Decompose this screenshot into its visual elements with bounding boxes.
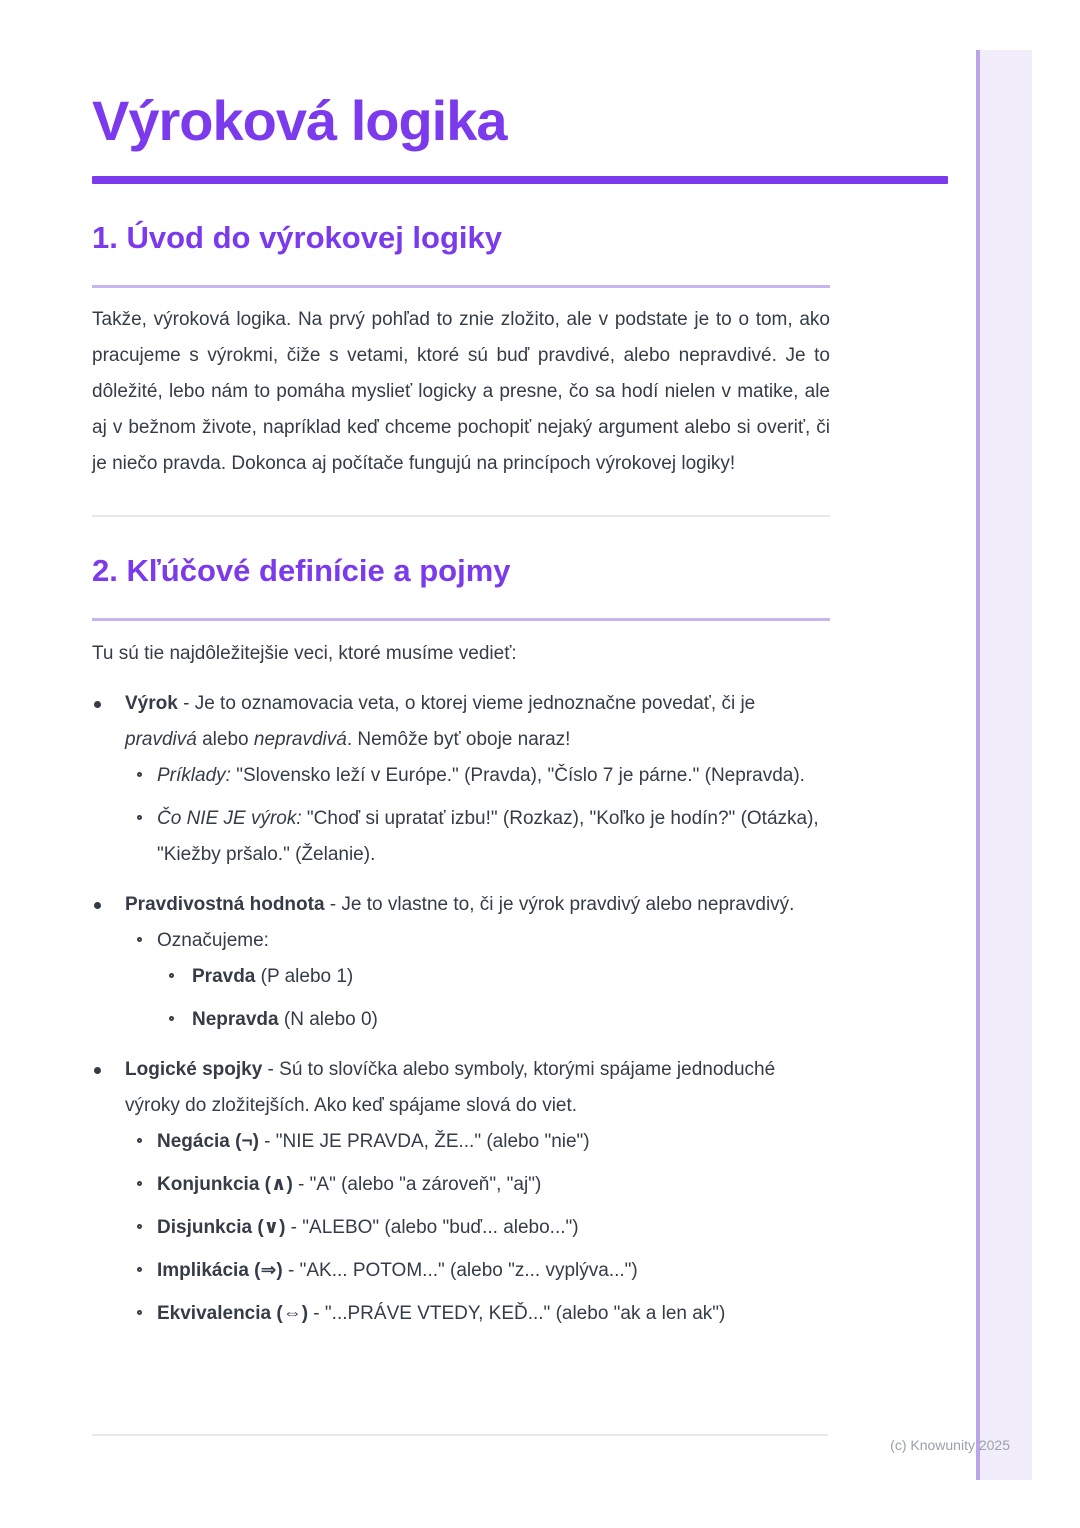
- bullet-circle-icon: [137, 815, 142, 820]
- footer-divider: [92, 1434, 828, 1436]
- bullet-circle-icon: [169, 1016, 174, 1021]
- bullet-circle-icon: [137, 772, 142, 777]
- list-item-pravdivostna-hodnota: [92, 887, 830, 1038]
- section-uvod: [92, 218, 830, 482]
- bullet-disc-icon: [94, 902, 101, 909]
- bullet-circle-icon: [169, 973, 174, 978]
- list-item-pravda: [157, 959, 830, 995]
- section-1-underline: [92, 285, 830, 288]
- sublist-hodnota: [125, 923, 830, 1038]
- bullet-circle-icon: [137, 1138, 142, 1143]
- section-2-underline: [92, 618, 830, 621]
- list-item-text: Nepravda (N alebo 0): [192, 1009, 378, 1030]
- list-item-disjunkcia: [125, 1210, 830, 1246]
- section-definicie: [92, 551, 830, 1332]
- list-item-text: Logické spojky - Sú to slovíčka alebo symboly, ktorými spájame jednoduché výroky do zložitejších. Ako keď spájame slová do viet.: [125, 1059, 776, 1116]
- definitions-list: [92, 686, 830, 1332]
- bullet-circle-icon: [137, 1181, 142, 1186]
- bullet-circle-icon: [137, 1267, 142, 1272]
- list-item-implikacia: [125, 1253, 830, 1289]
- list-item-text: Pravda (P alebo 1): [192, 966, 354, 987]
- list-item-text: Označujeme:: [157, 930, 269, 951]
- document-content: [92, 0, 830, 1332]
- list-item-text: Konjunkcia (∧) - "A" (alebo "a zároveň", "aj"): [157, 1174, 542, 1195]
- bullet-disc-icon: [94, 701, 101, 708]
- bullet-circle-icon: [137, 1310, 142, 1315]
- list-item-text: Výrok - Je to oznamovacia veta, o ktorej vieme jednoznačne povedať, či je pravdivá alebo nepravdivá. Nemôže byť oboje naraz!: [125, 693, 756, 750]
- list-item-logicke-spojky: [92, 1052, 830, 1332]
- list-item-text: Pravdivostná hodnota - Je to vlastne to, či je výrok pravdivý alebo nepravdivý.: [125, 894, 795, 915]
- list-item-text: Čo NIE JE výrok: "Choď si upratať izbu!" (Rozkaz), "Koľko je hodín?" (Otázka), "Kiežby pršalo." (Želanie).: [157, 808, 819, 865]
- list-item-oznacujeme: [125, 923, 830, 1038]
- section-1-heading: 1. Úvod do výrokovej logiky: [92, 220, 503, 255]
- copyright-text: (c) Knowunity 2025: [890, 1437, 1010, 1453]
- sublist-vyrok: [125, 758, 830, 873]
- list-item-negacia: [125, 1124, 830, 1160]
- section-2-intro: Tu sú tie najdôležitejšie veci, ktoré musíme vedieť:: [92, 643, 517, 664]
- bullet-disc-icon: [94, 1067, 101, 1074]
- page-title: Výroková logika: [92, 89, 507, 152]
- list-item-ekvivalencia: [125, 1296, 830, 1332]
- section-1-paragraph: Takže, výroková logika. Na prvý pohľad to znie zložito, ale v podstate je to o tom, ako pracujeme s výrokmi, čiže s vetami, ktoré sú buď pravdivé, alebo nepravdivé. Je to dôležité, lebo nám to pomáha myslieť logicky a presne, čo sa hodí nielen v matike, ale aj v bežnom živote, napríklad keď chceme pochopiť nejaký argument alebo si overiť, či je niečo pravda. Dokonca aj počítače fungujú na princípoch výrokovej logiky!: [92, 309, 830, 474]
- bullet-circle-icon: [137, 1224, 142, 1229]
- section-2-heading: 2. Kľúčové definície a pojmy: [92, 553, 511, 588]
- list-item-co-nie-je-vyrok: [125, 801, 830, 873]
- page-edge-bar: [976, 50, 1032, 1480]
- section-divider: [92, 515, 830, 517]
- list-item-konjunkcia: [125, 1167, 830, 1203]
- bullet-circle-icon: [137, 937, 142, 942]
- list-item-text: Príklady: "Slovensko leží v Európe." (Pravda), "Číslo 7 je párne." (Nepravda).: [157, 765, 805, 786]
- list-item-nepravda: [157, 1002, 830, 1038]
- list-item-text: Disjunkcia (∨) - "ALEBO" (alebo "buď... alebo..."): [157, 1217, 579, 1238]
- list-item-text: Negácia (¬) - "NIE JE PRAVDA, ŽE..." (alebo "nie"): [157, 1131, 590, 1152]
- list-item-text: Ekvivalencia (⇔) - "...PRÁVE VTEDY, KEĎ..." (alebo "ak a len ak"): [157, 1303, 726, 1324]
- title-rule: [92, 176, 948, 184]
- list-item-priklady: [125, 758, 830, 794]
- list-item-text: Implikácia (⇒) - "AK... POTOM..." (alebo "z... vyplýva..."): [157, 1260, 638, 1281]
- sublist-oznacujeme: [157, 959, 830, 1038]
- sublist-spojky: [125, 1124, 830, 1332]
- list-item-vyrok: [92, 686, 830, 873]
